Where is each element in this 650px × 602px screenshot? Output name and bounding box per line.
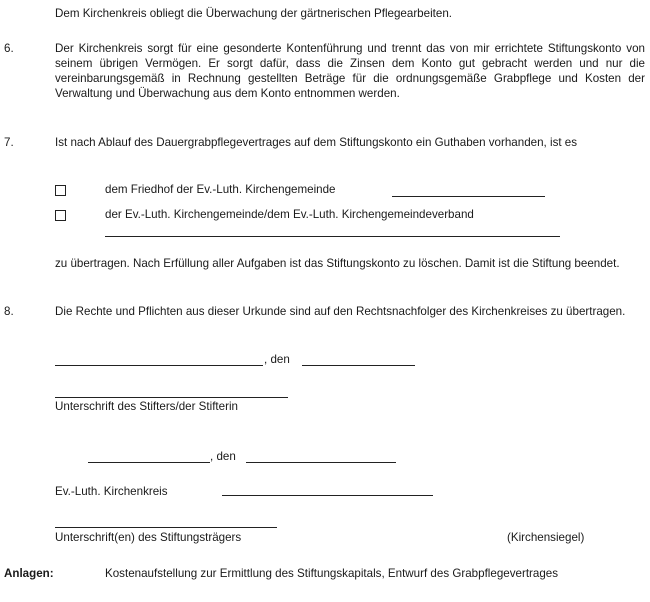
option-1-blank-line[interactable] (392, 196, 545, 197)
item-text-8: Die Rechte und Pflichten aus dieser Urkunde sind auf den Rechtsnachfolger des Kirchenkreises zu übertragen. (55, 305, 626, 318)
date-blank-line-1[interactable] (302, 365, 415, 366)
church-district-blank-line[interactable] (222, 495, 433, 496)
item-text-6: Der Kirchenkreis sorgt für eine gesonderte Kontenführung und trennt das von mir errichtete Stiftungskonto von seinem übrigen Vermögen. Er sorgt dafür, dass die Zinsen dem Konto gut gebracht werden und nur die vereinbarungsgemäß in Rechnung gestellten Beträge für die ordnungsgemäße Grabpflege und Kosten der Verwaltung und Überwachung aus dem Konto entnommen werden. (55, 42, 645, 100)
option-2-blank-line[interactable] (105, 236, 560, 237)
item-text-7: Ist nach Ablauf des Dauergrabpflegevertrages auf dem Stiftungskonto ein Guthaben vorhanden, ist es (55, 136, 578, 149)
attachments-text: Kostenaufstellung zur Ermittlung des Stiftungskapitals, Entwurf des Grabpflegevertrages (105, 567, 559, 580)
church-district-label: Ev.-Luth. Kirchenkreis (55, 485, 168, 498)
option-1-checkbox[interactable] (55, 185, 66, 196)
place-blank-line-1[interactable] (55, 365, 263, 366)
signature-line-1[interactable] (55, 397, 288, 398)
option-1-label: dem Friedhof der Ev.-Luth. Kirchengemeinde (105, 183, 336, 196)
option-2-label: der Ev.-Luth. Kirchengemeinde/dem Ev.-Luth. Kirchengemeindeverband (105, 208, 474, 221)
item-number-8: 8. (4, 305, 14, 318)
transfer-text: zu übertragen. Nach Erfüllung aller Aufgaben ist das Stiftungskonto zu löschen. Damit ist die Stiftung beendet. (55, 257, 620, 270)
date-blank-line-2[interactable] (246, 462, 396, 463)
signature-label-2: Unterschrift(en) des Stiftungsträgers (55, 531, 242, 544)
attachments-label: Anlagen: (4, 567, 54, 580)
item-number-7: 7. (4, 136, 14, 149)
place-blank-line-2[interactable] (88, 462, 210, 463)
den-label-1: , den (264, 353, 290, 366)
seal-label: (Kirchensiegel) (507, 531, 585, 544)
option-2-checkbox[interactable] (55, 210, 66, 221)
den-label-2: , den (210, 450, 236, 463)
item-number-6: 6. (4, 42, 14, 55)
signature-label-1: Unterschrift des Stifters/der Stifterin (55, 400, 238, 413)
intro-line: Dem Kirchenkreis obliegt die Überwachung der gärtnerischen Pflegearbeiten. (55, 7, 452, 20)
signature-line-2[interactable] (55, 527, 277, 528)
